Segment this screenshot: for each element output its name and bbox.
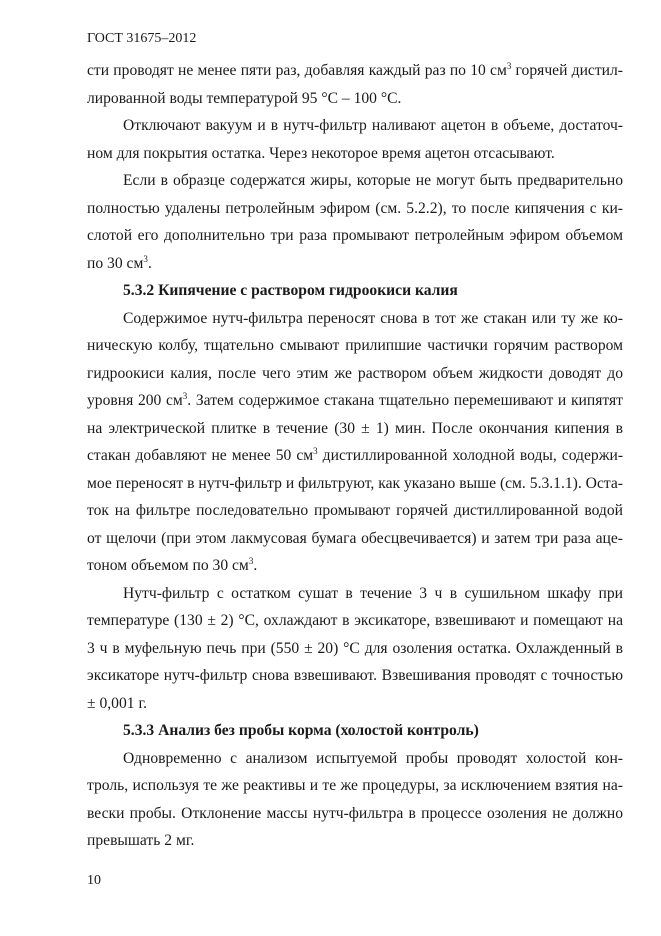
- text-line: сти проводят не менее пяти раз, добавляя каждый раз по 10 $см^3$ горячей дистил-: [87, 61, 623, 79]
- text-line: Одновременно с анализом испытуемой пробы проводят холостой кон-: [123, 749, 623, 767]
- text-line: уровня 200 $см^3$. Затем содержимое стакана тщательно перемешивают и кипятят: [87, 391, 623, 409]
- text-line: Нутч-фильтр с остатком сушат в течение 3 ч в сушильном шкафу при: [123, 584, 623, 602]
- text-line: Отключают вакуум и в нутч-фильтр наливают ацетон в объеме, достаточ-: [123, 117, 623, 134]
- paragraph-blank-control: [87, 745, 623, 855]
- text-line: слотой его дополнительно три раза промывают петролейным эфиром объемом: [87, 227, 623, 244]
- section-heading-5-3-2: 5.3.2 Кипячение с раствором гидроокиси калия: [123, 282, 458, 299]
- text-line: тоном объемом по 30 $см^3$.: [87, 556, 258, 574]
- text-line: на электрической плитке в течение (30 ± 1) мин. После окончания кипения в: [87, 419, 623, 437]
- text-line: ном для покрытия остатка. Через некоторое время ацетон отсасывают.: [87, 144, 555, 162]
- text-line: мое переносят в нутч-фильтр и фильтруют, как указано выше (см. 5.3.1.1). Оста-: [87, 474, 623, 492]
- paragraph-acetone: [87, 112, 623, 167]
- text-line: полностью удалены петролейным эфиром (см. 5.2.2), то после кипячения с ки-: [87, 199, 623, 217]
- text-line: 3 ч в муфельную печь при (550 ± 20) °С для озоления остатка. Охлажденный в: [87, 639, 623, 657]
- text-line: вески пробы. Отклонение массы нутч-фильтра в процессе озоления не должно: [87, 804, 623, 822]
- text-line: троль, используя те же реактивы и те же процедуры, за исключением взятия на-: [87, 777, 623, 794]
- section-heading-5-3-3: 5.3.3 Анализ без пробы корма (холостой контроль): [123, 722, 479, 739]
- paragraph-rinse: [87, 57, 623, 112]
- text-line: превышать 2 мг.: [87, 832, 195, 849]
- text-line: от щелочи (при этом лакмусовая бумага обесцвечивается) и затем три раза аце-: [87, 529, 623, 547]
- text-line: температуре (130 ± 2) °С, охлаждают в эксикаторе, взвешивают и помещают на: [87, 612, 623, 629]
- text-line: лированной воды температурой 95 °С – 100 °С.: [87, 89, 402, 107]
- text-line: ± 0,001 г.: [87, 694, 147, 712]
- paragraph-drying: [87, 580, 623, 718]
- paragraph-koh-boiling: [87, 305, 623, 580]
- text-line: ническую колбу, тщательно смывают прилипшие частички горячим раствором: [87, 337, 623, 354]
- text-line: эксикаторе нутч-фильтр снова взвешивают. Взвешивания проводят с точностью: [87, 667, 623, 684]
- text-line: гидроокиси калия, после чего этим же раствором объем жидкости доводят до: [87, 364, 623, 382]
- document-header: ГОСТ 31675–2012: [87, 31, 197, 46]
- text-line: Содержимое нутч-фильтра переносят снова в тот же стакан или ту же ко-: [123, 309, 623, 327]
- text-line: стакан добавляют не менее 50 $см^3$ дистиллированной холодной воды, содержи-: [87, 446, 624, 464]
- text-line: по 30 $см^3$.: [87, 253, 152, 272]
- page-body: [87, 57, 623, 855]
- text-line: ток на фильтре последовательно промывают горячей дистиллированной водой: [87, 502, 623, 519]
- paragraph-fats: [87, 167, 623, 277]
- text-line: Если в образце содержатся жиры, которые не могут быть предварительно: [123, 172, 623, 189]
- page-number: 10: [87, 873, 101, 888]
